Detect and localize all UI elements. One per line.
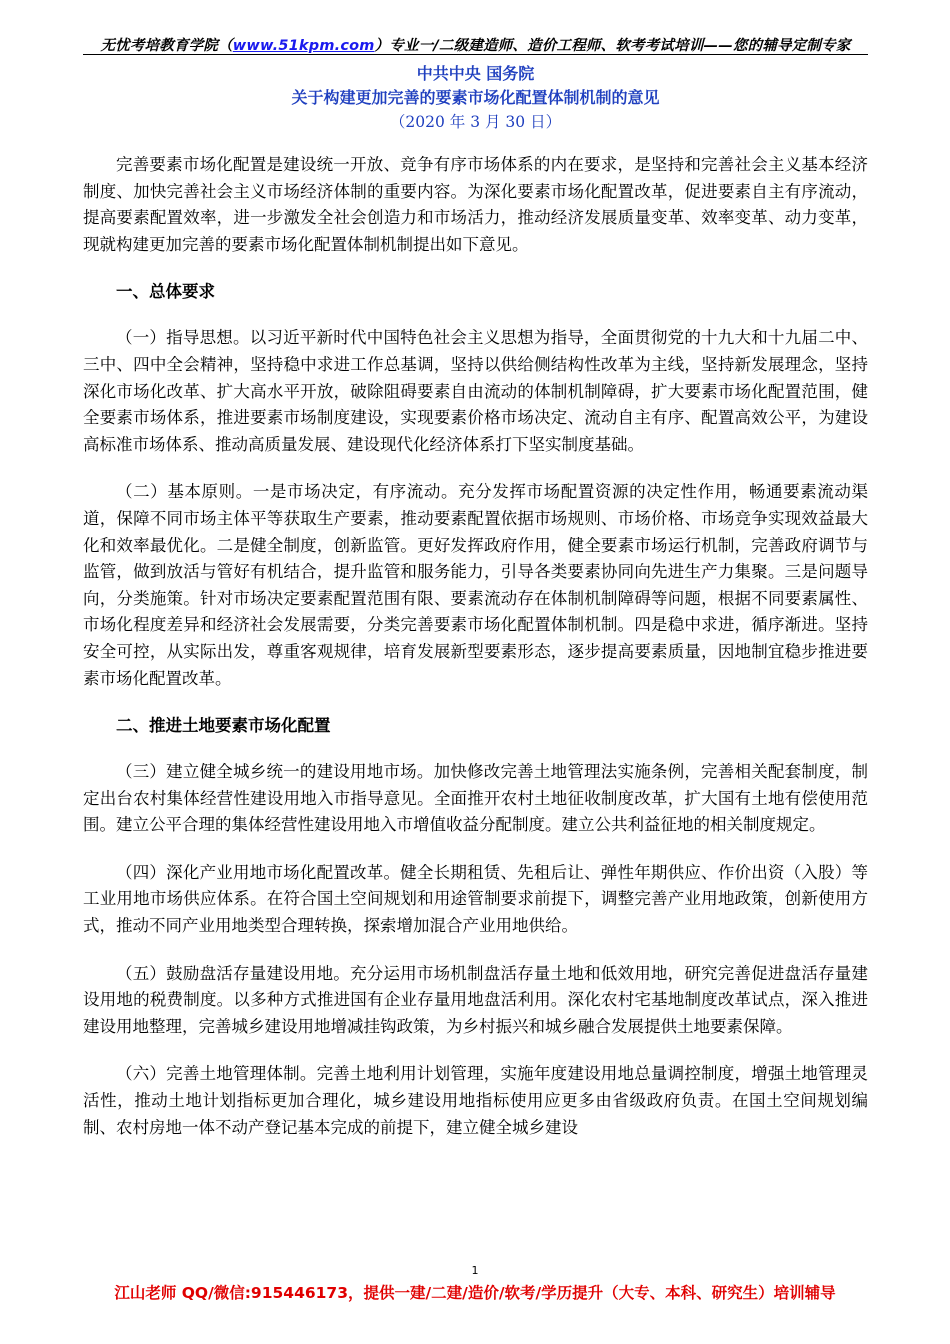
page-number: 1: [471, 1264, 479, 1277]
document-issuer: 中共中央 国务院: [416, 64, 535, 83]
section-heading-1: 一、总体要求: [116, 282, 215, 302]
header-suffix: ）专业一/二级建造师、造价工程师、软考考试培训——您的辅导定制专家: [374, 38, 851, 54]
paragraph-4: （四）深化产业用地市场化配置改革。健全长期租赁、先租后让、弹性年期供应、作价出资（入股）等工业用地市场供应体系。在符合国土空间规划和用途管制要求前提下，调整完善产业用地政策，创新使用方式，推动不同产业用地类型合理转换，探索增加混合产业用地供给。: [83, 862, 868, 936]
paragraph-2: （二）基本原则。一是市场决定，有序流动。充分发挥市场配置资源的决定性作用，畅通要素流动渠道，保障不同市场主体平等获取生产要素，推动要素配置依据市场规则、市场价格、市场竞争实现效益最大化和效率最优化。二是健全制度，创新监管。更好发挥政府作用，健全要素市场运行机制，完善政府调节与监管，做到放活与管好有机结合，提升监管和服务能力，引导各类要素协同向先进生产力集聚。三是问题导向，分类施策。针对市场决定要素配置范围有限、要素流动存在体制机制障碍等问题，根据不同要素属性、市场化程度差异和经济社会发展需要，分类完善要素市场化配置体制机制。四是稳中求进，循序渐进。坚持安全可控，从实际出发，尊重客观规律，培育发展新型要素形态，逐步提高要素质量，因地制宜稳步推进要素市场化配置改革。: [83, 482, 868, 688]
paragraph-6: （六）完善土地管理体制。完善土地利用计划管理，实施年度建设用地总量调控制度，增强土地管理灵活性，推动土地计划指标更加合理化，城乡建设用地指标使用应更多由省级政府负责。在国土空间规划编制、农村房地一体不动产登记基本完成的前提下，建立健全城乡建设: [83, 1064, 868, 1137]
paragraph-1: （一）指导思想。以习近平新时代中国特色社会主义思想为指导，全面贯彻党的十九大和十九届二中、三中、四中全会精神，坚持稳中求进工作总基调，坚持以供给侧结构性改革为主线，坚持新发展理念，坚持深化市场化改革、扩大高水平开放，破除阻碍要素自由流动的体制机制障碍，扩大要素市场化配置范围，健全要素市场体系，推进要素市场制度建设，实现要素价格市场决定、流动自主有序、配置高效公平，为建设高标准市场体系、推动高质量发展、建设现代化经济体系打下坚实制度基础。: [83, 328, 868, 454]
header-url-link[interactable]: www.51kpm.com: [232, 38, 375, 54]
document-title: 关于构建更加完善的要素市场化配置体制机制的意见: [291, 88, 660, 107]
section-heading-2: 二、推进土地要素市场化配置: [116, 716, 331, 736]
page-header: [83, 34, 868, 55]
document-body: [83, 152, 868, 1162]
document-date: （2020 年 3 月 30 日）: [389, 113, 562, 131]
header-prefix: 无忧考培教育学院（: [100, 38, 233, 54]
document-title-block: [83, 62, 868, 134]
paragraph-5: （五）鼓励盘活存量建设用地。充分运用市场机制盘活存量土地和低效用地，研究完善促进盘活存量建设用地的税费制度。以多种方式推进国有企业存量用地盘活利用。深化农村宅基地制度改革试点，深入推进建设用地整理，完善城乡建设用地增减挂钩政策，为乡村振兴和城乡融合发展提供土地要素保障。: [83, 963, 868, 1036]
page-footer: 江山老师 QQ/微信:915446173，提供一建/二建/造价/软考/学历提升（大专、本科、研究生）培训辅导: [114, 1284, 836, 1302]
intro-paragraph: 完善要素市场化配置是建设统一开放、竞争有序市场体系的内在要求，是坚持和完善社会主义基本经济制度、加快完善社会主义市场经济体制的重要内容。为深化要素市场化配置改革，促进要素自主有序流动，提高要素配置效率，进一步激发全社会创造力和市场活力，推动经济发展质量变革、效率变革、动力变革，现就构建更加完善的要素市场化配置体制机制提出如下意见。: [83, 155, 868, 254]
paragraph-3: （三）建立健全城乡统一的建设用地市场。加快修改完善土地管理法实施条例，完善相关配套制度，制定出台农村集体经营性建设用地入市指导意见。全面推开农村土地征收制度改革，扩大国有土地有偿使用范围。建立公平合理的集体经营性建设用地入市增值收益分配制度。建立公共利益征地的相关制度规定。: [83, 762, 868, 835]
header-divider: [83, 54, 868, 55]
